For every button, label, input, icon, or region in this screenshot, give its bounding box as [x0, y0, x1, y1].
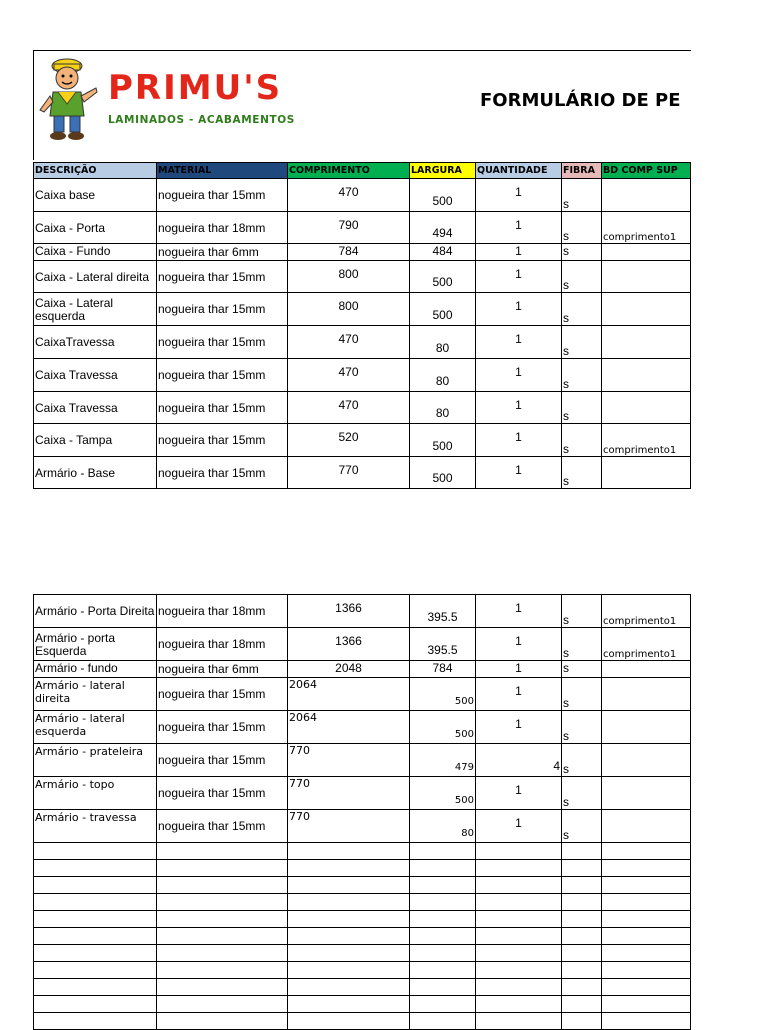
- cell-bd-comp-sup[interactable]: [602, 359, 691, 392]
- empty-cell[interactable]: [562, 979, 602, 996]
- cell-quantidade[interactable]: 1: [476, 244, 562, 261]
- quantidade-value: 1: [515, 717, 522, 731]
- cell-fibra[interactable]: s: [562, 744, 602, 777]
- cell-material[interactable]: nogueira thar 15mm: [157, 179, 288, 212]
- cell-comprimento[interactable]: 770: [288, 777, 410, 810]
- cell-comprimento[interactable]: [288, 392, 410, 424]
- quantidade-value: 1: [515, 601, 522, 615]
- col-header-descricao: DESCRIÇÃO: [34, 163, 157, 179]
- empty-cell[interactable]: [410, 1013, 476, 1030]
- quantidade-value: 1: [515, 365, 522, 379]
- cell-material[interactable]: nogueira thar 15mm: [157, 261, 288, 293]
- empty-table-row: [34, 877, 691, 894]
- empty-cell[interactable]: [562, 894, 602, 911]
- empty-cell[interactable]: [476, 996, 562, 1013]
- quantidade-value: 1: [515, 816, 522, 830]
- sheet-left-border: [33, 50, 34, 160]
- col-header-comprimento: COMPRIMENTO: [288, 163, 410, 179]
- form-title: FORMULÁRIO DE PE: [480, 90, 681, 111]
- comprimento-value: 800: [338, 267, 359, 281]
- cell-fibra[interactable]: s: [562, 326, 602, 359]
- empty-cell[interactable]: [157, 877, 288, 894]
- table-row: [34, 810, 691, 843]
- largura-value: 80: [435, 406, 450, 420]
- cell-material[interactable]: nogueira thar 6mm: [157, 244, 288, 261]
- cell-fibra[interactable]: s: [562, 678, 602, 711]
- empty-cell[interactable]: [602, 860, 691, 877]
- largura-value: 479: [454, 762, 474, 773]
- cell-descricao[interactable]: Caixa - Tampa: [34, 424, 157, 457]
- cell-quantidade[interactable]: [476, 628, 562, 661]
- cell-bd-comp-sup[interactable]: [602, 244, 691, 261]
- largura-value: 80: [435, 341, 450, 355]
- cell-comprimento[interactable]: [288, 212, 410, 244]
- cell-bd-comp-sup[interactable]: [602, 179, 691, 212]
- cell-bd-comp-sup[interactable]: comprimento1: [602, 212, 691, 244]
- empty-cell[interactable]: [157, 979, 288, 996]
- empty-table-row: [34, 945, 691, 962]
- cell-material[interactable]: nogueira thar 18mm: [157, 628, 288, 661]
- empty-table-row: [34, 962, 691, 979]
- cell-quantidade[interactable]: [476, 392, 562, 424]
- empty-cell[interactable]: [562, 843, 602, 860]
- cell-largura[interactable]: [410, 392, 476, 424]
- cell-descricao[interactable]: Armário - fundo: [34, 661, 157, 678]
- cell-bd-comp-sup[interactable]: [602, 661, 691, 678]
- cell-quantidade[interactable]: [476, 326, 562, 359]
- empty-cell[interactable]: [476, 928, 562, 945]
- empty-cell[interactable]: [34, 1013, 157, 1030]
- cell-comprimento[interactable]: [288, 595, 410, 628]
- comprimento-value: 470: [338, 365, 359, 379]
- cell-descricao[interactable]: Armário - porta Esquerda: [34, 628, 157, 661]
- largura-value: 500: [454, 795, 474, 806]
- largura-value: 500: [432, 308, 453, 322]
- cell-descricao[interactable]: Armário - prateleira: [34, 744, 157, 777]
- empty-cell[interactable]: [562, 1013, 602, 1030]
- empty-cell[interactable]: [288, 962, 410, 979]
- cell-largura[interactable]: [410, 777, 476, 810]
- empty-cell[interactable]: [157, 996, 288, 1013]
- cell-bd-comp-sup[interactable]: [602, 777, 691, 810]
- empty-cell[interactable]: [157, 962, 288, 979]
- cell-quantidade[interactable]: [476, 359, 562, 392]
- empty-cell[interactable]: [410, 945, 476, 962]
- empty-table-row: [34, 1013, 691, 1030]
- comprimento-value: 470: [338, 332, 359, 346]
- cell-fibra[interactable]: s: [562, 359, 602, 392]
- cell-quantidade[interactable]: [476, 595, 562, 628]
- empty-cell[interactable]: [288, 1013, 410, 1030]
- empty-cell[interactable]: [602, 1013, 691, 1030]
- comprimento-value: 1366: [335, 634, 362, 648]
- cell-bd-comp-sup[interactable]: [602, 392, 691, 424]
- cell-largura[interactable]: [410, 212, 476, 244]
- cell-descricao[interactable]: Caixa - Porta: [34, 212, 157, 244]
- empty-cell[interactable]: [34, 877, 157, 894]
- comprimento-value: 520: [338, 430, 359, 444]
- cell-fibra[interactable]: s: [562, 810, 602, 843]
- quantidade-value: 1: [515, 185, 522, 199]
- empty-table-row: [34, 894, 691, 911]
- table-row: [34, 392, 691, 424]
- largura-value: 500: [432, 439, 453, 453]
- empty-cell[interactable]: [602, 945, 691, 962]
- comprimento-value: 790: [338, 218, 359, 232]
- cell-fibra[interactable]: s: [562, 661, 602, 678]
- cell-fibra[interactable]: s: [562, 711, 602, 744]
- cell-material[interactable]: nogueira thar 15mm: [157, 326, 288, 359]
- empty-cell[interactable]: [476, 877, 562, 894]
- empty-cell[interactable]: [602, 843, 691, 860]
- empty-cell[interactable]: [476, 979, 562, 996]
- empty-cell[interactable]: [410, 894, 476, 911]
- quantidade-value: 1: [515, 267, 522, 281]
- empty-cell[interactable]: [562, 945, 602, 962]
- cell-largura[interactable]: [410, 261, 476, 293]
- cell-largura[interactable]: [410, 179, 476, 212]
- largura-value: 500: [454, 729, 474, 740]
- empty-table-row: [34, 996, 691, 1013]
- cell-descricao[interactable]: Caixa - Fundo: [34, 244, 157, 261]
- empty-cell[interactable]: [288, 928, 410, 945]
- empty-cell[interactable]: [602, 996, 691, 1013]
- comprimento-value: 800: [338, 299, 359, 313]
- cell-material[interactable]: nogueira thar 18mm: [157, 212, 288, 244]
- cell-descricao[interactable]: Caixa Travessa: [34, 392, 157, 424]
- empty-cell[interactable]: [476, 860, 562, 877]
- cell-largura[interactable]: [410, 326, 476, 359]
- table-row: [34, 293, 691, 326]
- empty-cell[interactable]: [602, 894, 691, 911]
- quantidade-value: 1: [515, 332, 522, 346]
- sheet-top-border: [34, 50, 691, 51]
- cell-bd-comp-sup[interactable]: [602, 457, 691, 489]
- table-row: [34, 212, 691, 244]
- empty-cell[interactable]: [410, 928, 476, 945]
- cell-quantidade[interactable]: [476, 711, 562, 744]
- empty-cell[interactable]: [410, 860, 476, 877]
- cell-fibra[interactable]: s: [562, 595, 602, 628]
- cell-material[interactable]: nogueira thar 15mm: [157, 392, 288, 424]
- cell-descricao[interactable]: Armário - topo: [34, 777, 157, 810]
- table-row: [34, 261, 691, 293]
- empty-cell[interactable]: [34, 928, 157, 945]
- cell-material[interactable]: nogueira thar 15mm: [157, 678, 288, 711]
- cell-comprimento[interactable]: [288, 261, 410, 293]
- empty-cell[interactable]: [34, 894, 157, 911]
- empty-cell[interactable]: [410, 877, 476, 894]
- cell-largura[interactable]: [410, 359, 476, 392]
- cell-fibra[interactable]: s: [562, 244, 602, 261]
- largura-value: 395.5: [427, 610, 458, 624]
- col-header-largura: LARGURA: [410, 163, 476, 179]
- cell-comprimento[interactable]: 2048: [288, 661, 410, 678]
- empty-cell[interactable]: [157, 1013, 288, 1030]
- cell-largura[interactable]: [410, 457, 476, 489]
- cell-comprimento[interactable]: [288, 424, 410, 457]
- mascot-logo-icon: [36, 52, 98, 142]
- brand-name: PRIMU'S: [108, 68, 283, 108]
- largura-value: 500: [432, 471, 453, 485]
- empty-cell[interactable]: [34, 911, 157, 928]
- cell-fibra[interactable]: s: [562, 392, 602, 424]
- empty-cell[interactable]: [34, 962, 157, 979]
- comprimento-value: 1366: [335, 601, 362, 615]
- quantidade-value: 4: [553, 759, 560, 773]
- cell-largura[interactable]: [410, 744, 476, 777]
- cell-quantidade[interactable]: [476, 777, 562, 810]
- cell-quantidade[interactable]: [476, 293, 562, 326]
- empty-cell[interactable]: [157, 860, 288, 877]
- cell-comprimento[interactable]: 2064: [288, 678, 410, 711]
- cell-largura[interactable]: [410, 711, 476, 744]
- empty-cell[interactable]: [288, 979, 410, 996]
- table-row: [34, 424, 691, 457]
- table-row: [34, 711, 691, 744]
- empty-cell[interactable]: [34, 996, 157, 1013]
- cell-material[interactable]: nogueira thar 15mm: [157, 359, 288, 392]
- empty-cell[interactable]: [34, 843, 157, 860]
- largura-value: 80: [435, 374, 450, 388]
- quantidade-value: 1: [515, 634, 522, 648]
- cell-fibra[interactable]: s: [562, 457, 602, 489]
- cell-largura[interactable]: [410, 595, 476, 628]
- cell-quantidade[interactable]: [476, 457, 562, 489]
- cell-quantidade[interactable]: [476, 744, 562, 777]
- empty-cell[interactable]: [288, 894, 410, 911]
- empty-cell[interactable]: [288, 843, 410, 860]
- comprimento-value: 470: [338, 185, 359, 199]
- empty-table-row: [34, 928, 691, 945]
- cell-material[interactable]: nogueira thar 15mm: [157, 810, 288, 843]
- empty-cell[interactable]: [410, 843, 476, 860]
- cell-bd-comp-sup[interactable]: [602, 293, 691, 326]
- table-row: [34, 457, 691, 489]
- cell-quantidade[interactable]: [476, 424, 562, 457]
- empty-cell[interactable]: [410, 962, 476, 979]
- largura-value: 494: [432, 226, 453, 240]
- empty-cell[interactable]: [476, 962, 562, 979]
- cell-bd-comp-sup[interactable]: [602, 261, 691, 293]
- cell-material[interactable]: nogueira thar 6mm: [157, 661, 288, 678]
- cell-descricao[interactable]: Armário - Porta Direita: [34, 595, 157, 628]
- empty-table-row: [34, 860, 691, 877]
- largura-value: 500: [432, 275, 453, 289]
- table-row: [34, 359, 691, 392]
- cell-comprimento[interactable]: [288, 359, 410, 392]
- cell-comprimento[interactable]: 770: [288, 744, 410, 777]
- cell-fibra[interactable]: s: [562, 424, 602, 457]
- empty-cell[interactable]: [562, 877, 602, 894]
- cell-comprimento[interactable]: 784: [288, 244, 410, 261]
- cell-comprimento[interactable]: 2064: [288, 711, 410, 744]
- comprimento-value: 470: [338, 398, 359, 412]
- empty-cell[interactable]: [562, 962, 602, 979]
- cell-quantidade[interactable]: [476, 179, 562, 212]
- cell-descricao[interactable]: CaixaTravessa: [34, 326, 157, 359]
- cell-descricao[interactable]: Armário - lateral direita: [34, 678, 157, 711]
- largura-value: 500: [454, 696, 474, 707]
- brand-tagline: LAMINADOS - ACABAMENTOS: [108, 114, 295, 126]
- cell-largura[interactable]: 784: [410, 661, 476, 678]
- empty-cell[interactable]: [288, 911, 410, 928]
- empty-cell[interactable]: [602, 979, 691, 996]
- cell-descricao[interactable]: Caixa - Lateral esquerda: [34, 293, 157, 326]
- empty-cell[interactable]: [157, 843, 288, 860]
- empty-cell[interactable]: [288, 860, 410, 877]
- empty-cell[interactable]: [157, 945, 288, 962]
- parts-table-caixa: [33, 162, 691, 489]
- empty-cell[interactable]: [476, 894, 562, 911]
- empty-cell[interactable]: [476, 945, 562, 962]
- table-row: [34, 326, 691, 359]
- cell-largura[interactable]: [410, 424, 476, 457]
- cell-descricao[interactable]: Caixa Travessa: [34, 359, 157, 392]
- cell-descricao[interactable]: Armário - Base: [34, 457, 157, 489]
- table-row: [34, 179, 691, 212]
- cell-quantidade[interactable]: [476, 810, 562, 843]
- empty-cell[interactable]: [34, 860, 157, 877]
- empty-table-row: [34, 911, 691, 928]
- empty-cell[interactable]: [476, 1013, 562, 1030]
- empty-cell[interactable]: [476, 911, 562, 928]
- cell-material[interactable]: nogueira thar 15mm: [157, 777, 288, 810]
- cell-quantidade[interactable]: [476, 678, 562, 711]
- cell-material[interactable]: nogueira thar 18mm: [157, 595, 288, 628]
- table-row: [34, 661, 691, 678]
- quantidade-value: 1: [515, 463, 522, 477]
- largura-value: 395.5: [427, 643, 458, 657]
- table-row: [34, 777, 691, 810]
- col-header-bd: BD COMP SUP: [602, 163, 691, 179]
- cell-descricao[interactable]: Armário - lateral esquerda: [34, 711, 157, 744]
- quantidade-value: 1: [515, 398, 522, 412]
- cell-comprimento[interactable]: [288, 457, 410, 489]
- quantidade-value: 1: [515, 430, 522, 444]
- empty-cell[interactable]: [562, 928, 602, 945]
- table-row: [34, 595, 691, 628]
- cell-fibra[interactable]: s: [562, 293, 602, 326]
- col-header-fibra: FIBRA: [562, 163, 602, 179]
- table-row: [34, 244, 691, 261]
- empty-cell[interactable]: [562, 860, 602, 877]
- cell-descricao[interactable]: Caixa - Lateral direita: [34, 261, 157, 293]
- cell-bd-comp-sup[interactable]: [602, 711, 691, 744]
- cell-fibra[interactable]: s: [562, 179, 602, 212]
- col-header-material: MATERIAL: [157, 163, 288, 179]
- cell-largura[interactable]: [410, 810, 476, 843]
- cell-material[interactable]: nogueira thar 15mm: [157, 711, 288, 744]
- empty-cell[interactable]: [288, 945, 410, 962]
- cell-bd-comp-sup[interactable]: comprimento1: [602, 424, 691, 457]
- cell-comprimento[interactable]: [288, 628, 410, 661]
- cell-comprimento[interactable]: [288, 326, 410, 359]
- cell-material[interactable]: nogueira thar 15mm: [157, 293, 288, 326]
- cell-comprimento[interactable]: 770: [288, 810, 410, 843]
- empty-cell[interactable]: [410, 979, 476, 996]
- parts-table-armario: [33, 594, 691, 1030]
- comprimento-value: 770: [338, 463, 359, 477]
- table-header-row: [34, 163, 691, 179]
- cell-largura[interactable]: [410, 678, 476, 711]
- cell-fibra[interactable]: s: [562, 777, 602, 810]
- largura-value: 80: [461, 828, 474, 839]
- empty-cell[interactable]: [410, 996, 476, 1013]
- empty-cell[interactable]: [34, 979, 157, 996]
- cell-quantidade[interactable]: 1: [476, 661, 562, 678]
- cell-descricao[interactable]: Armário - travessa: [34, 810, 157, 843]
- cell-bd-comp-sup[interactable]: [602, 810, 691, 843]
- table-row: [34, 678, 691, 711]
- empty-cell[interactable]: [602, 911, 691, 928]
- cell-descricao[interactable]: Caixa base: [34, 179, 157, 212]
- cell-quantidade[interactable]: [476, 261, 562, 293]
- quantidade-value: 1: [515, 299, 522, 313]
- cell-material[interactable]: nogueira thar 15mm: [157, 744, 288, 777]
- cell-fibra[interactable]: s: [562, 628, 602, 661]
- empty-cell[interactable]: [157, 894, 288, 911]
- empty-cell[interactable]: [288, 877, 410, 894]
- empty-cell[interactable]: [602, 877, 691, 894]
- cell-comprimento[interactable]: [288, 293, 410, 326]
- cell-quantidade[interactable]: [476, 212, 562, 244]
- cell-largura[interactable]: [410, 628, 476, 661]
- quantidade-value: 1: [515, 783, 522, 797]
- cell-largura[interactable]: [410, 293, 476, 326]
- table-row: [34, 628, 691, 661]
- empty-table-row: [34, 979, 691, 996]
- quantidade-value: 1: [515, 684, 522, 698]
- empty-cell[interactable]: [288, 996, 410, 1013]
- cell-bd-comp-sup[interactable]: [602, 326, 691, 359]
- empty-cell[interactable]: [476, 843, 562, 860]
- empty-table-row: [34, 843, 691, 860]
- largura-value: 500: [432, 194, 453, 208]
- cell-bd-comp-sup[interactable]: comprimento1: [602, 628, 691, 661]
- empty-cell[interactable]: [410, 911, 476, 928]
- empty-cell[interactable]: [602, 928, 691, 945]
- empty-cell[interactable]: [562, 911, 602, 928]
- cell-material[interactable]: nogueira thar 15mm: [157, 424, 288, 457]
- empty-cell[interactable]: [602, 962, 691, 979]
- empty-cell[interactable]: [34, 945, 157, 962]
- cell-fibra[interactable]: s: [562, 261, 602, 293]
- empty-cell[interactable]: [157, 928, 288, 945]
- empty-cell[interactable]: [562, 996, 602, 1013]
- empty-cell[interactable]: [157, 911, 288, 928]
- cell-bd-comp-sup[interactable]: comprimento1: [602, 595, 691, 628]
- col-header-quantidade: QUANTIDADE: [476, 163, 562, 179]
- table-row: [34, 744, 691, 777]
- cell-bd-comp-sup[interactable]: [602, 744, 691, 777]
- cell-bd-comp-sup[interactable]: [602, 678, 691, 711]
- cell-largura[interactable]: 484: [410, 244, 476, 261]
- quantidade-value: 1: [515, 218, 522, 232]
- cell-material[interactable]: nogueira thar 15mm: [157, 457, 288, 489]
- cell-fibra[interactable]: s: [562, 212, 602, 244]
- cell-comprimento[interactable]: [288, 179, 410, 212]
